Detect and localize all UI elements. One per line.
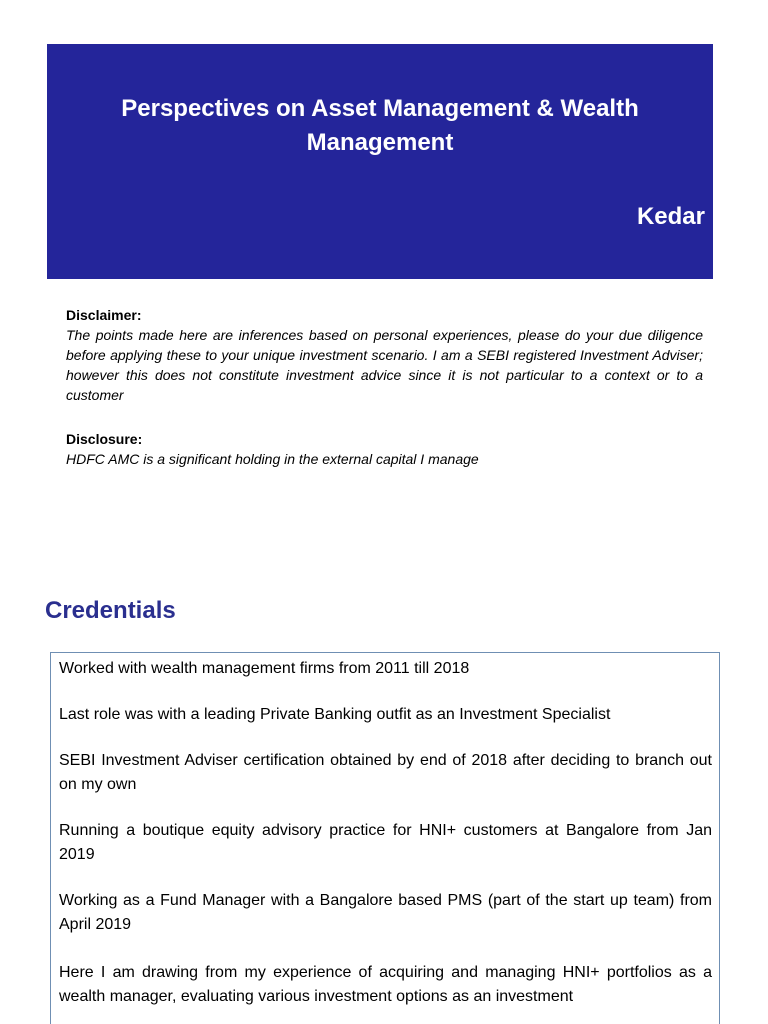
credential-item: Working as a Fund Manager with a Bangalore based PMS (part of the start up team) from April 2019: [59, 892, 712, 933]
credential-item: Worked with wealth management firms from 2011 till 2018: [59, 660, 470, 677]
credential-item: Last role was with a leading Private Banking outfit as an Investment Specialist: [59, 706, 611, 723]
title-banner: [47, 44, 713, 279]
document-title: Perspectives on Asset Management & Wealth Management: [121, 95, 639, 156]
disclaimer-text: The points made here are inferences based on personal experiences, please do your due diligence before applying these to your unique investment scenario. I am a SEBI registered Investment Adviser; however this does not constitute investment advice since it is not particular to a context or to a customer: [66, 327, 703, 403]
disclaimer-heading: Disclaimer:: [66, 307, 142, 323]
credential-item: Here I am drawing from my experience of acquiring and managing HNI+ portfolios as a wealth manager, evaluating various investment options as an investment: [59, 964, 712, 1005]
credential-item: Running a boutique equity advisory practice for HNI+ customers at Bangalore from Jan 2019: [59, 822, 712, 863]
disclosure-section: [66, 429, 703, 469]
credentials-heading: Credentials: [45, 597, 176, 624]
credential-item: SEBI Investment Adviser certification obtained by end of 2018 after deciding to branch out on my own: [59, 752, 712, 793]
author-name: Kedar: [636, 203, 705, 230]
disclaimer-section: [66, 305, 703, 405]
disclosure-heading: Disclosure:: [66, 431, 143, 447]
disclosure-text: HDFC AMC is a significant holding in the external capital I manage: [66, 451, 479, 467]
credentials-box: [50, 652, 720, 1024]
